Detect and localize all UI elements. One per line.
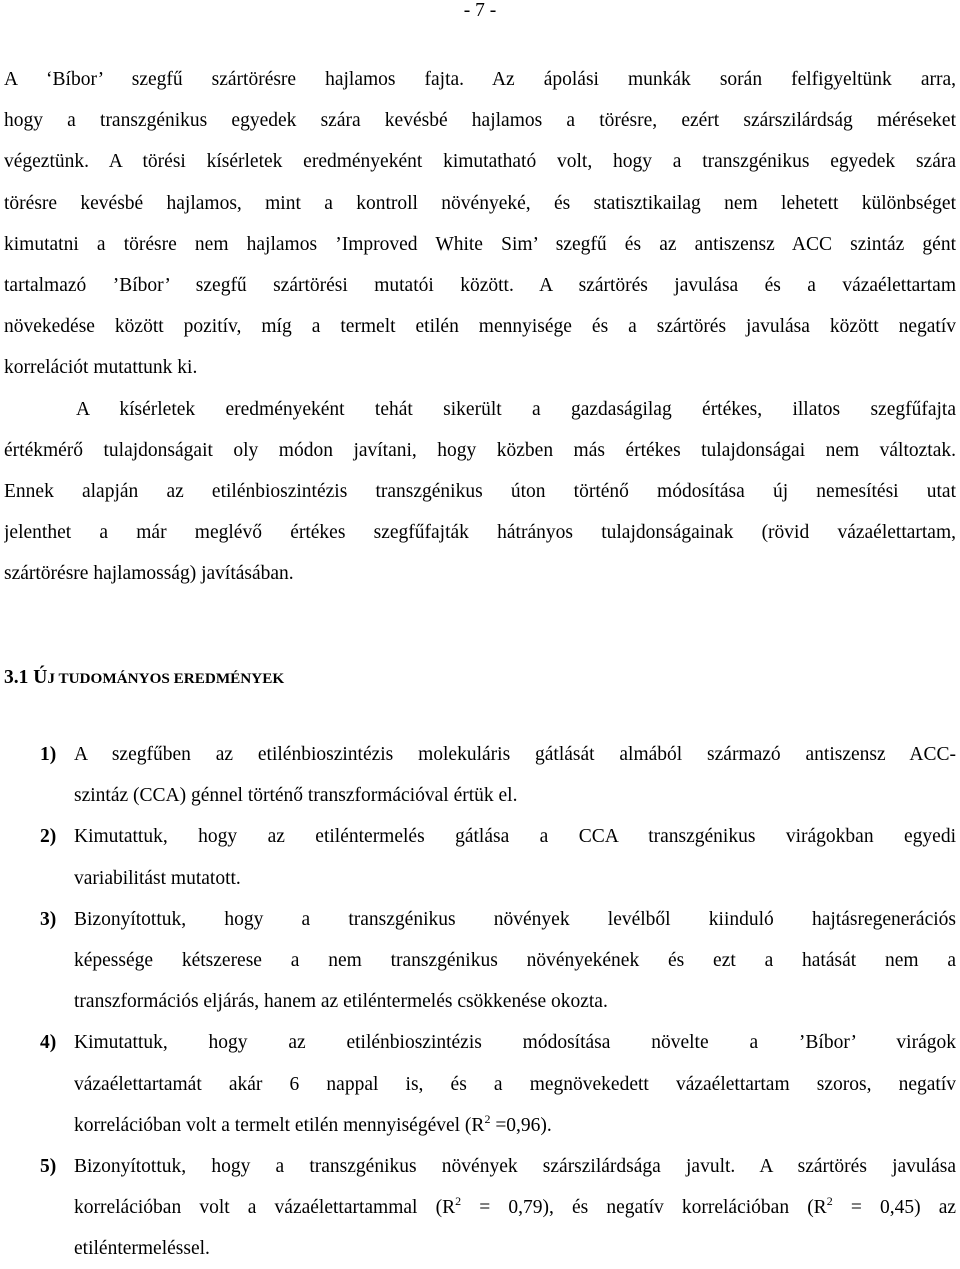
list-marker: 3) — [40, 908, 57, 930]
paragraph-1-line: növekedése között pozitív, míg a termelt etilén mennyisége és a szártörés javulása között negatív — [4, 316, 956, 338]
paragraph-1-line: hogy a transzgénikus egyedek szára kevésbé hajlamos a törésre, ezért szárszilárdság méréseket — [4, 110, 956, 132]
list-item-text: variabilitást mutatott. — [74, 867, 241, 889]
list-item-text: etiléntermeléssel. — [74, 1238, 210, 1260]
list-item-text: szintáz (CCA) génnel történő transzformációval értük el. — [74, 785, 518, 807]
list-marker: 4) — [40, 1032, 57, 1054]
paragraph-1-line: A ‘Bíbor’ szegfű szártörésre hajlamos fajta. Az ápolási munkák során felfigyeltünk arra, — [4, 69, 956, 90]
list-item-text: transzformációs eljárás, hanem az etiléntermelés csökkenése okozta. — [74, 991, 608, 1013]
text-fragment: =0,96). — [490, 1114, 552, 1136]
paragraph-1-line: végeztünk. A törési kísérletek eredményeként kimutatható volt, hogy a transzgénikus egyedek szára — [4, 151, 956, 173]
list-item-text: képessége kétszerese a nem transzgénikus növényekének és ezt a hatását nem a — [74, 949, 956, 971]
text-fragment: korrelációban volt a vázaélettartammal (R — [74, 1197, 456, 1219]
paragraph-1-line: korrelációt mutattunk ki. — [4, 357, 198, 379]
paragraph-2-line: Ennek alapján az etilénbioszintézis transzgénikus úton történő módosítása új nemesítési utat — [4, 480, 956, 502]
list-item-text: Bizonyítottuk, hogy a transzgénikus növények levélből kiinduló hajtásregenerációs — [74, 908, 956, 930]
list-item-text — [40, 1105, 956, 1146]
list-item — [40, 816, 956, 898]
list-item-text: A szegfűben az etilénbioszintézis molekuláris gátlását almából származó antiszensz ACC- — [74, 744, 956, 765]
list-marker: 1) — [40, 744, 57, 765]
section-number: 3.1 — [4, 667, 29, 688]
list-item-text: Bizonyítottuk, hogy a transzgénikus növények szárszilárdsága javult. A szártörés javulása — [74, 1155, 956, 1177]
list-item — [40, 734, 956, 816]
list-item-text: Kimutattuk, hogy az etiléntermelés gátlása a CCA transzgénikus virágokban egyedi — [74, 826, 956, 848]
paragraph-2-line: értékmérő tulajdonságait oly módon javítani, hogy közben más értékes tulajdonságai nem változtak. — [4, 439, 956, 461]
superscript: 2 — [484, 1111, 491, 1126]
section-heading — [4, 666, 284, 691]
text-fragment: = 0,79), és negatív korrelációban (R — [461, 1197, 827, 1219]
paragraph-1-line: tartalmazó ’Bíbor’ szegfű szártörési mutatói között. A szártörés javulása és a vázaélettartam — [4, 274, 956, 296]
paragraph-2-line: szártörésre hajlamosság) javításában. — [4, 563, 294, 585]
superscript: 2 — [455, 1194, 462, 1209]
list-marker: 5) — [40, 1155, 57, 1177]
paragraph-1-line: kimutatni a törésre nem hajlamos ’Improved White Sim’ szegfű és az antiszensz ACC szintáz gént — [4, 233, 956, 255]
list-item — [40, 899, 956, 1023]
list-item-text — [40, 1187, 956, 1228]
page-number: - 7 - — [463, 0, 497, 21]
paragraph-1-line: törésre kevésbé hajlamos, mint a kontroll növényeké, és statisztikailag nem lehetett különbséget — [4, 192, 956, 214]
paragraph-2-line: jelenthet a már meglévő értékes szegfűfajták hátrányos tulajdonságainak (rövid vázaélettartam, — [4, 522, 956, 544]
section-title-initial: Ú — [33, 667, 48, 688]
list-marker: 2) — [40, 826, 57, 848]
superscript: 2 — [826, 1194, 833, 1209]
text-fragment: = 0,45) az — [832, 1197, 956, 1219]
paragraph-2-line: A kísérletek eredményeként tehát sikerült a gazdaságilag értékes, illatos szegfűfajta — [76, 398, 956, 420]
results-list — [40, 734, 956, 1269]
section-title-rest: J TUDOMÁNYOS EREDMÉNYEK — [47, 670, 285, 687]
body-text — [4, 59, 956, 594]
list-item — [40, 1146, 956, 1269]
text-fragment: korrelációban volt a termelt etilén mennyiségével (R — [74, 1114, 485, 1136]
list-item-text: Kimutattuk, hogy az etilénbioszintézis módosítása növelte a ’Bíbor’ virágok — [74, 1032, 956, 1054]
list-item — [40, 1022, 956, 1146]
list-item-text: vázaélettartamát akár 6 nappal is, és a megnövekedett vázaélettartam szoros, negatív — [74, 1073, 956, 1095]
